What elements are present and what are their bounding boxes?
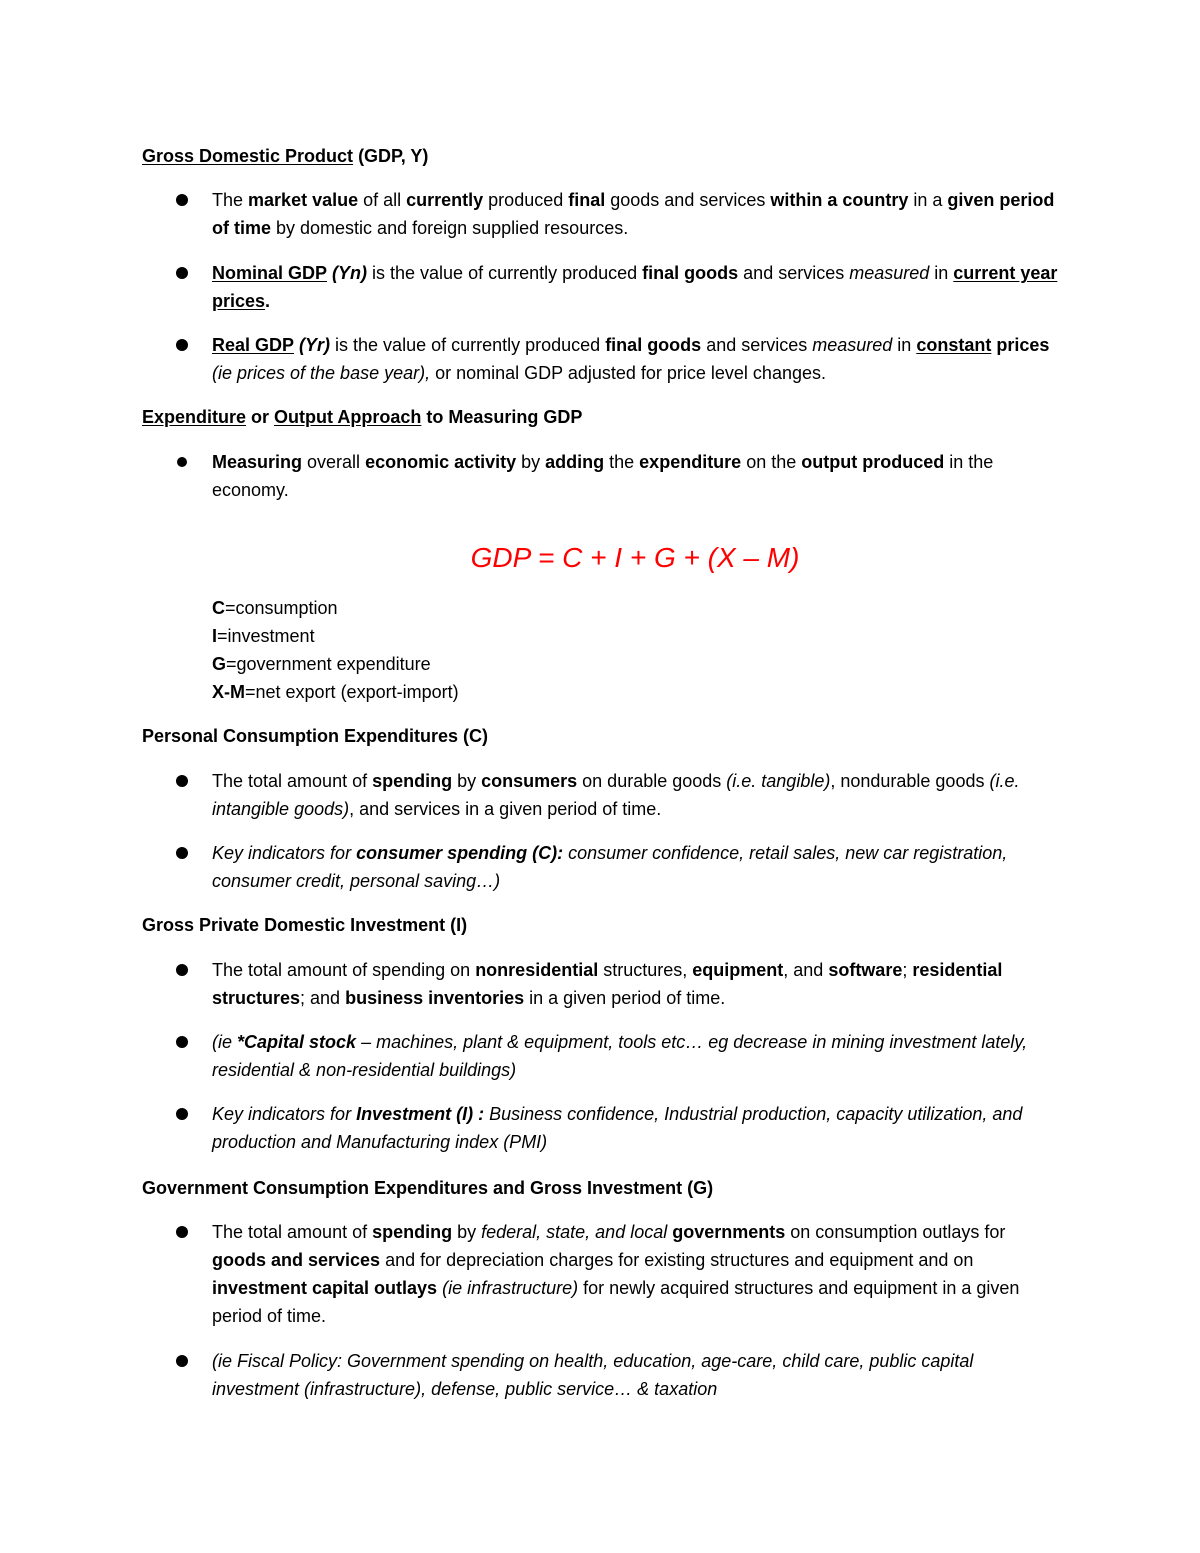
text-italic: measured <box>812 335 893 355</box>
bullet-capital-stock <box>212 1028 1062 1084</box>
text: and services <box>701 335 813 355</box>
text-italic: Key indicators for <box>212 1104 357 1124</box>
text-bold: currently <box>406 190 484 210</box>
bullet-icon <box>176 847 188 859</box>
definition-key: C <box>212 598 225 618</box>
bullet-fiscal-policy <box>212 1347 1062 1403</box>
bullet-consumption-indicators <box>212 839 1062 895</box>
bullet-real-gdp <box>212 331 1062 387</box>
bullet-icon <box>176 194 188 206</box>
definition-row <box>212 594 812 622</box>
bullet-icon <box>176 1226 188 1238</box>
text-bold-italic: consumer spending (C): <box>356 843 564 863</box>
text: on consumption outlays for <box>785 1222 1006 1242</box>
text-bold: within a country <box>770 190 909 210</box>
text-italic: consumer confidence, retail sales, new car registration, consumer credit, personal saving…) <box>212 843 1008 891</box>
text: or nominal GDP adjusted for price level changes. <box>430 363 826 383</box>
heading-gdp-rest: (GDP, Y) <box>353 146 429 166</box>
text: ; <box>902 960 913 980</box>
text-italic: (ie infrastructure) <box>437 1278 579 1298</box>
bullet-government-definition <box>212 1218 1062 1330</box>
text-italic: (ie prices of the base year), <box>212 363 431 383</box>
bullet-icon <box>176 1355 188 1367</box>
text-bold: given period of time <box>212 190 1055 238</box>
definition-row <box>212 678 812 706</box>
text-bold: governments <box>672 1222 786 1242</box>
bullet-icon <box>176 775 188 787</box>
text: or <box>246 407 275 427</box>
text: overall <box>302 452 366 472</box>
text-bold: investment capital outlays <box>212 1278 438 1298</box>
text-bold: business inventories <box>345 988 525 1008</box>
text-bold: Measuring <box>212 452 303 472</box>
text: on the <box>741 452 802 472</box>
gdp-formula: GDP = C + I + G + (X – M) <box>470 542 800 573</box>
definition-text: =government expenditure <box>226 654 431 674</box>
text: in <box>892 335 917 355</box>
text-bold: software <box>828 960 903 980</box>
text: by <box>516 452 546 472</box>
text-italic: federal, state, and local <box>481 1222 668 1242</box>
text: on durable goods <box>577 771 727 791</box>
heading-government: Government Consumption Expenditures and Gross Investment (G) <box>142 1178 714 1198</box>
text: , and <box>783 960 829 980</box>
text: in a given period of time. <box>524 988 726 1008</box>
definition-row <box>212 622 812 650</box>
text-italic: measured <box>849 263 930 283</box>
bullet-consumption-definition <box>212 767 1062 823</box>
text-italic: Key indicators for <box>212 843 357 863</box>
text-bold: spending <box>372 771 453 791</box>
definition-text: =investment <box>217 626 315 646</box>
bullet-investment-definition <box>212 956 1062 1012</box>
text-bold: final goods <box>605 335 702 355</box>
text: for newly acquired structures and equipment in a given period of time. <box>212 1278 1020 1326</box>
heading-investment: Gross Private Domestic Investment (I) <box>142 915 468 935</box>
text-italic: (ie Fiscal Policy: Government spending on health, education, age-care, child care, public capital investment (infrastructure), defense, public service… & taxation <box>212 1351 974 1399</box>
text-bold-italic: (Yr) <box>294 335 331 355</box>
bullet-measuring-activity <box>212 448 1062 504</box>
text-bold: output produced <box>801 452 945 472</box>
text: by <box>452 771 482 791</box>
text-bold: market value <box>248 190 359 210</box>
text-bold: . <box>265 291 271 311</box>
bullet-investment-indicators <box>212 1100 1062 1156</box>
text: structures, <box>598 960 693 980</box>
text-bold-italic: Investment (I) : <box>356 1104 485 1124</box>
text-bold: final <box>568 190 606 210</box>
text-bold: final goods <box>642 263 739 283</box>
definition-key: I <box>212 626 218 646</box>
heading-gdp-underlined: Gross Domestic Product <box>142 146 354 166</box>
text-italic: (i.e. tangible) <box>726 771 831 791</box>
text: ; and <box>300 988 346 1008</box>
term-nominal-gdp: Nominal GDP <box>212 263 328 283</box>
bullet-icon <box>176 1036 188 1048</box>
bullet-nominal-gdp <box>212 259 1062 315</box>
text-bold-underlined: constant <box>916 335 992 355</box>
text: in <box>929 263 954 283</box>
bullet-icon <box>176 1108 188 1120</box>
text-bold: spending <box>372 1222 453 1242</box>
text: and for depreciation charges for existing structures and equipment and on <box>380 1250 974 1270</box>
bullet-icon <box>177 457 187 467</box>
text-bold: expenditure <box>639 452 742 472</box>
text-bold: goods and services <box>212 1250 381 1270</box>
text-italic: – machines, plant & equipment, tools etc… eg decrease in mining investment lately, residential & non-residential buildings) <box>212 1032 1028 1080</box>
heading-expenditure-approach <box>142 403 1062 431</box>
text: is the value of currently produced <box>330 335 606 355</box>
text: The <box>212 190 249 210</box>
text: and services <box>738 263 850 283</box>
text-bold-underlined: current year prices <box>212 263 1058 311</box>
heading-consumption: Personal Consumption Expenditures (C) <box>142 726 489 746</box>
definition-text: =consumption <box>225 598 338 618</box>
text: to Measuring GDP <box>421 407 583 427</box>
term-real-gdp: Real GDP <box>212 335 295 355</box>
bullet-icon <box>176 964 188 976</box>
bullet-icon <box>176 267 188 279</box>
text-bold: economic activity <box>365 452 517 472</box>
text: in the economy. <box>212 452 994 500</box>
text: produced <box>483 190 569 210</box>
text: , nondurable goods <box>830 771 990 791</box>
formula-definitions <box>212 594 812 706</box>
text: goods and services <box>605 190 771 210</box>
definition-key: G <box>212 654 227 674</box>
heading-gdp <box>142 142 1062 170</box>
text-bold: adding <box>545 452 605 472</box>
text: in a <box>908 190 948 210</box>
text: by domestic and foreign supplied resources. <box>271 218 629 238</box>
text: by <box>452 1222 482 1242</box>
text-bold-italic: *Capital stock <box>237 1032 357 1052</box>
text-italic: Business confidence, Industrial production, capacity utilization, and production and Manufacturing index (PMI) <box>212 1104 1023 1152</box>
bullet-icon <box>176 339 188 351</box>
text: is the value of currently produced <box>367 263 643 283</box>
text: , and services in a given period of time. <box>349 799 662 819</box>
text: the <box>604 452 640 472</box>
bullet-gdp-definition <box>212 186 1062 242</box>
definition-key: X-M <box>212 682 245 702</box>
text-bold-italic: (Yn) <box>327 263 368 283</box>
text: of all <box>358 190 407 210</box>
text-underlined: Output Approach <box>274 407 422 427</box>
text: The total amount of <box>212 1222 373 1242</box>
text-italic: (ie <box>212 1032 238 1052</box>
definition-text: =net export (export-import) <box>245 682 459 702</box>
text-bold: residential structures <box>212 960 1003 1008</box>
text-italic: (i.e. intangible goods) <box>212 771 1020 819</box>
text-underlined: Expenditure <box>142 407 247 427</box>
text-bold: prices <box>991 335 1050 355</box>
definition-row <box>212 650 812 678</box>
text-bold: equipment <box>692 960 784 980</box>
text-bold: consumers <box>481 771 578 791</box>
text-bold: nonresidential <box>475 960 599 980</box>
text: The total amount of <box>212 771 373 791</box>
text: The total amount of spending on <box>212 960 476 980</box>
